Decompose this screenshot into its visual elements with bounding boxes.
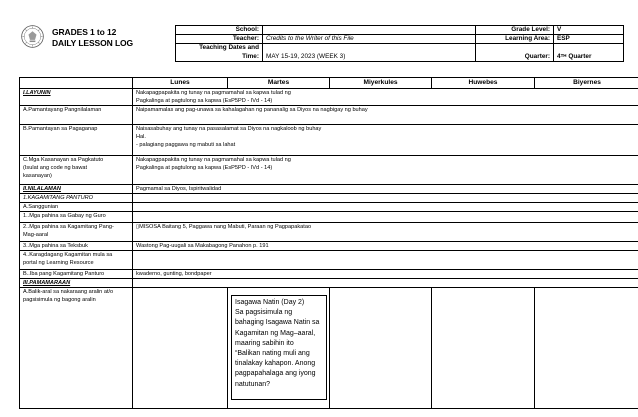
- layunin-label: I.LAYUNIN: [20, 89, 133, 106]
- quarter-superscript: TH: [560, 52, 567, 58]
- kasanayan-label: [20, 156, 133, 185]
- quarter-label: Quarter:: [476, 44, 554, 62]
- table-row: [20, 185, 638, 194]
- kagamitang-panturo-label: 1.KAGAMITANG PANTURO: [20, 194, 133, 203]
- isagawa-line: tinalakay kahapon. Anong: [235, 360, 316, 368]
- deped-seal-icon: [21, 25, 44, 48]
- pamamaraan-label: III.PAMAMARAAN: [20, 279, 133, 288]
- learning-area-value: ESP: [554, 35, 624, 44]
- empty-cell: [133, 203, 638, 212]
- table-row: [20, 251, 638, 270]
- day-header-miyerkules: Miyerkules: [330, 78, 432, 89]
- isagawa-line: natutunan?: [235, 380, 271, 388]
- form-title-line-2: DAILY LESSON LOG: [52, 38, 134, 48]
- layunin-text: [133, 89, 638, 106]
- kasanayan-line-2: Pagkalinga at pagtulong sa kapwa (EsP5PD - IVd - 14): [136, 165, 273, 171]
- iba-pang-kagamitan-label: B..Iba pang Kagamitang Panturo: [20, 270, 133, 279]
- teacher-value: Credits to the Writer of this File: [263, 35, 476, 44]
- isagawa-line: “Balikan nating muli ang: [235, 350, 310, 358]
- isagawa-line: Isagawa Natin (Day 2): [235, 299, 305, 306]
- pamantayang-pangnilalaman-label: A.Pamantayang Pangnilalaman: [20, 106, 133, 125]
- empty-cell: [133, 212, 638, 223]
- table-row: [20, 212, 638, 223]
- header-info-table: [175, 25, 624, 62]
- table-row: [20, 279, 638, 288]
- kasanayan-text: [133, 156, 638, 185]
- day-header-lunes: Lunes: [133, 78, 228, 89]
- biyernes-cell: [535, 288, 638, 409]
- karagdagang-label-line-1: 4..Karagdagang Kagamitan mula sa: [23, 252, 113, 258]
- teaching-dates-value: MAY 15-19, 2023 (WEEK 3): [263, 44, 476, 62]
- grade-level-value: V: [554, 26, 624, 35]
- table-row: [20, 156, 638, 185]
- empty-cell: [133, 251, 638, 270]
- lesson-plan-table: [19, 77, 638, 409]
- kagamitang-label-line-2: Mag-aaral: [23, 232, 49, 238]
- kasanayan-line-1: Nakapagpapakita ng tunay na pagmamahal sa kapwa tulad ng: [136, 157, 291, 163]
- kagamitang-pang-mag-aaral-text: ▯MISOSA Baitang 5, Paggawa nang Mabuti, Paraan ng Pagpapakatao: [133, 223, 638, 242]
- teksbuk-label: 3..Mga pahina sa Teksbuk: [20, 242, 133, 251]
- day-header-biyernes: Biyernes: [535, 78, 638, 89]
- table-row: [20, 125, 638, 156]
- quarter-word: Quarter: [568, 52, 592, 60]
- isagawa-natin-box: [231, 295, 327, 400]
- pamantayan-pagaganap-label: B.Pamantayan sa Pagaganap: [20, 125, 133, 156]
- sanggunian-label: A.Sanggunian: [20, 203, 133, 212]
- kagamitang-label-line-1: 2..Mga pahina sa Kagamitang Pang-: [23, 224, 114, 230]
- layunin-line-1: Nakapagpapakita ng tunay na pagmamahal sa kapwa tulad ng: [136, 90, 291, 96]
- karagdagang-label-line-2: portal ng Learning Resource: [23, 260, 94, 266]
- quarter-value: [554, 44, 624, 62]
- kasanayan-label-line-2: (Isulat ang code ng bawat: [23, 165, 88, 171]
- teacher-label: Teacher:: [176, 35, 263, 44]
- isagawa-line: Sa pagsisimula ng: [235, 309, 293, 317]
- form-title: [52, 27, 133, 49]
- isagawa-line: maaring sabihin ito: [235, 339, 294, 347]
- isagawa-line: Kagamitan ng Mag–aaral,: [235, 329, 316, 337]
- huwebes-cell: [432, 288, 535, 409]
- pagaganap-line-2: Hal.: [136, 134, 146, 140]
- balik-aral-line-1: A.Balik-aral sa nakaraang aralin at/o: [23, 289, 114, 295]
- table-row: [20, 223, 638, 242]
- pagaganap-line-1: Naisasabuhay ang tunay na pasasalamat sa Diyos na nagkaloob ng buhay: [136, 126, 322, 132]
- isagawa-line: bahaging Isagawa Natin sa: [235, 319, 320, 327]
- balik-aral-label: [20, 288, 133, 409]
- table-row: [20, 242, 638, 251]
- day-header-huwebes: Huwebes: [432, 78, 535, 89]
- pagaganap-line-3: - palagiang paggawa ng mabuti sa lahat: [136, 142, 236, 148]
- table-row: [20, 288, 638, 409]
- lunes-cell: [133, 288, 228, 409]
- grade-level-label: Grade Level:: [476, 26, 554, 35]
- balik-aral-line-2: pagsisimula ng bagong aralin: [23, 297, 96, 303]
- table-row: [20, 194, 638, 203]
- iba-pang-kagamitan-text: kwaderno, gunting, bondpaper: [133, 270, 638, 279]
- layunin-line-2: Pagkalinga at pagtulong sa kapwa (EsP5PD - IVd - 14): [136, 98, 273, 104]
- school-label: School:: [176, 26, 263, 35]
- form-title-line-1: GRADES 1 to 12: [52, 27, 117, 37]
- teaching-dates-label: [176, 44, 263, 62]
- teaching-dates-label-line-1: Teaching Dates and: [199, 44, 259, 51]
- teaching-dates-label-line-2: Time:: [242, 52, 259, 60]
- kasanayan-label-line-1: C.Mga Kasanayan sa Pagkatuto: [23, 157, 104, 163]
- quarter-number: 4: [557, 52, 561, 60]
- corner-cell: [20, 78, 133, 89]
- day-header-martes: Martes: [228, 78, 330, 89]
- table-row: [20, 203, 638, 212]
- school-value: [263, 26, 476, 35]
- empty-cell: [133, 279, 638, 288]
- karagdagang-kagamitan-label: [20, 251, 133, 270]
- kagamitang-pang-mag-aaral-label: [20, 223, 133, 242]
- pamantayan-pagaganap-text: [133, 125, 638, 156]
- teksbuk-text: Wastong Pag-uugali sa Makabagong Panahon p. 191: [133, 242, 638, 251]
- pamantayang-pangnilalaman-text: Naipamamalas ang pag-unawa sa kahalagahan ng pananalig sa Diyos na nagbigay ng buhay: [133, 106, 638, 125]
- empty-cell: [133, 194, 638, 203]
- learning-area-label: Learning Area:: [476, 35, 554, 44]
- kasanayan-label-line-3: kasanayan): [23, 173, 52, 179]
- nilalaman-label: II.NILALAMAN: [20, 185, 133, 194]
- table-row: [20, 270, 638, 279]
- table-row: [20, 89, 638, 106]
- gabay-ng-guro-label: 1..Mga pahina sa Gabay ng Guro: [20, 212, 133, 223]
- miyerkules-cell: [330, 288, 432, 409]
- days-header-row: [20, 78, 638, 89]
- table-row: [20, 106, 638, 125]
- nilalaman-text: Pagmamal sa Diyos, Ispiritwalidad: [133, 185, 638, 194]
- isagawa-line: pagpapahalaga ang iyong: [235, 370, 316, 378]
